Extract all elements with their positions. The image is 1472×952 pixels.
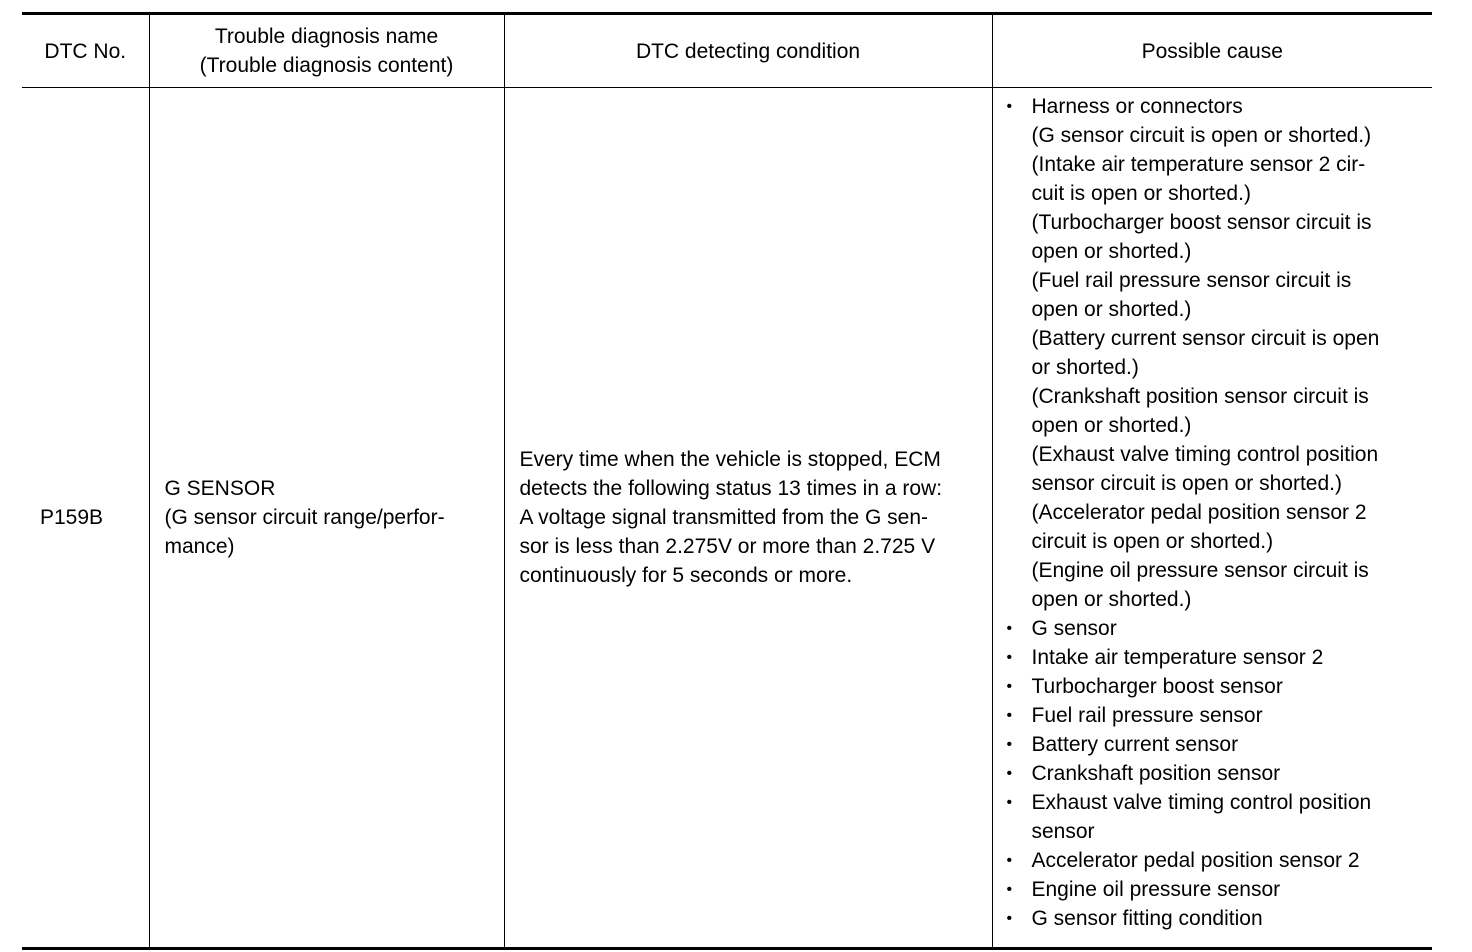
list-item bbox=[1005, 759, 1429, 788]
bullet-icon: • bbox=[1006, 620, 1013, 637]
diagnosis-name-cell bbox=[149, 88, 504, 949]
header-dtc-no bbox=[22, 14, 149, 88]
cause-text-line: Battery current sensor bbox=[1031, 733, 1239, 756]
bullet-icon: • bbox=[1006, 707, 1013, 724]
cause-text-line: (Engine oil pressure sensor circuit is bbox=[1031, 559, 1369, 582]
header-diagnosis-name-line1: Trouble diagnosis name bbox=[214, 25, 439, 48]
cause-text-line: Crankshaft position sensor bbox=[1031, 762, 1281, 785]
list-item bbox=[1005, 92, 1429, 614]
header-dtc-no-text: DTC No. bbox=[44, 39, 127, 63]
condition-line: detects the following status 13 times in a row: bbox=[519, 477, 943, 500]
list-item bbox=[1005, 846, 1429, 875]
list-item bbox=[1005, 643, 1429, 672]
cause-text-line: (Battery current sensor circuit is open bbox=[1031, 327, 1380, 350]
detecting-condition-cell bbox=[504, 88, 992, 949]
cause-text-line: G sensor fitting condition bbox=[1031, 907, 1263, 930]
header-row bbox=[22, 14, 1432, 88]
list-item bbox=[1005, 701, 1429, 730]
cause-text-line: Turbocharger boost sensor bbox=[1031, 675, 1283, 698]
bullet-icon: • bbox=[1006, 852, 1013, 869]
cause-text-line: (Fuel rail pressure sensor circuit is bbox=[1031, 269, 1352, 292]
bullet-icon: • bbox=[1006, 910, 1013, 927]
list-item bbox=[1005, 672, 1429, 701]
cause-text-line: Harness or connectors bbox=[1031, 95, 1243, 118]
cause-text-line: or shorted.) bbox=[1031, 356, 1139, 379]
cause-text-line: open or shorted.) bbox=[1031, 414, 1192, 437]
header-possible-cause-text: Possible cause bbox=[1141, 39, 1283, 63]
cause-text-line: (Accelerator pedal position sensor 2 bbox=[1031, 501, 1367, 524]
list-item bbox=[1005, 904, 1429, 933]
cause-text-line: Engine oil pressure sensor bbox=[1031, 878, 1281, 901]
table-row bbox=[22, 88, 1432, 949]
list-item bbox=[1005, 730, 1429, 759]
header-detecting-condition bbox=[504, 14, 992, 88]
cause-text-line: (Turbocharger boost sensor circuit is bbox=[1031, 211, 1372, 234]
cause-text-line: (Crankshaft position sensor circuit is bbox=[1031, 385, 1369, 408]
table-body bbox=[22, 88, 1432, 949]
possible-cause-list bbox=[1005, 92, 1429, 933]
cause-text-line: open or shorted.) bbox=[1031, 240, 1192, 263]
possible-cause-cell bbox=[992, 88, 1432, 949]
cause-text-line: open or shorted.) bbox=[1031, 298, 1192, 321]
cause-text-line: (Exhaust valve timing control position bbox=[1031, 443, 1379, 466]
cause-text-line: Intake air temperature sensor 2 bbox=[1031, 646, 1324, 669]
diagnosis-content-line: (G sensor circuit range/perfor- bbox=[164, 506, 445, 529]
condition-line: sor is less than 2.275V or more than 2.725 V bbox=[519, 535, 936, 558]
header-possible-cause bbox=[992, 14, 1432, 88]
dtc-table bbox=[22, 12, 1432, 950]
header-detecting-condition-text: DTC detecting condition bbox=[635, 39, 861, 63]
cause-text-line: cuit is open or shorted.) bbox=[1031, 182, 1251, 205]
diagnosis-content-line: mance) bbox=[164, 535, 235, 558]
list-item bbox=[1005, 788, 1429, 846]
bullet-icon: • bbox=[1006, 881, 1013, 898]
cause-text-line: Exhaust valve timing control position bbox=[1031, 791, 1372, 814]
bullet-icon: • bbox=[1006, 98, 1013, 115]
cause-text-line: Accelerator pedal position sensor 2 bbox=[1031, 849, 1360, 872]
list-item bbox=[1005, 614, 1429, 643]
cause-text-line: open or shorted.) bbox=[1031, 588, 1192, 611]
condition-line: continuously for 5 seconds or more. bbox=[519, 564, 853, 587]
diagnosis-name-line: G SENSOR bbox=[164, 477, 276, 500]
condition-line: A voltage signal transmitted from the G sen- bbox=[519, 506, 929, 529]
list-item bbox=[1005, 875, 1429, 904]
bullet-icon: • bbox=[1006, 649, 1013, 666]
cause-text-line: G sensor bbox=[1031, 617, 1117, 640]
bullet-icon: • bbox=[1006, 736, 1013, 753]
header-diagnosis-name-line2: (Trouble diagnosis content) bbox=[199, 54, 454, 77]
cause-text-line: (Intake air temperature sensor 2 cir- bbox=[1031, 153, 1366, 176]
cause-text-line: sensor circuit is open or shorted.) bbox=[1031, 472, 1342, 495]
bullet-icon: • bbox=[1006, 678, 1013, 695]
cause-text-line: sensor bbox=[1031, 820, 1095, 843]
cause-text-line: Fuel rail pressure sensor bbox=[1031, 704, 1263, 727]
table-header bbox=[22, 14, 1432, 88]
condition-line: Every time when the vehicle is stopped, ECM bbox=[519, 448, 941, 471]
header-diagnosis-name bbox=[149, 14, 504, 88]
bullet-icon: • bbox=[1006, 765, 1013, 782]
cause-text-line: circuit is open or shorted.) bbox=[1031, 530, 1274, 553]
dtc-code-cell bbox=[22, 88, 149, 949]
bullet-icon: • bbox=[1006, 794, 1013, 811]
dtc-code: P159B bbox=[40, 506, 104, 529]
cause-text-line: (G sensor circuit is open or shorted.) bbox=[1031, 124, 1372, 147]
